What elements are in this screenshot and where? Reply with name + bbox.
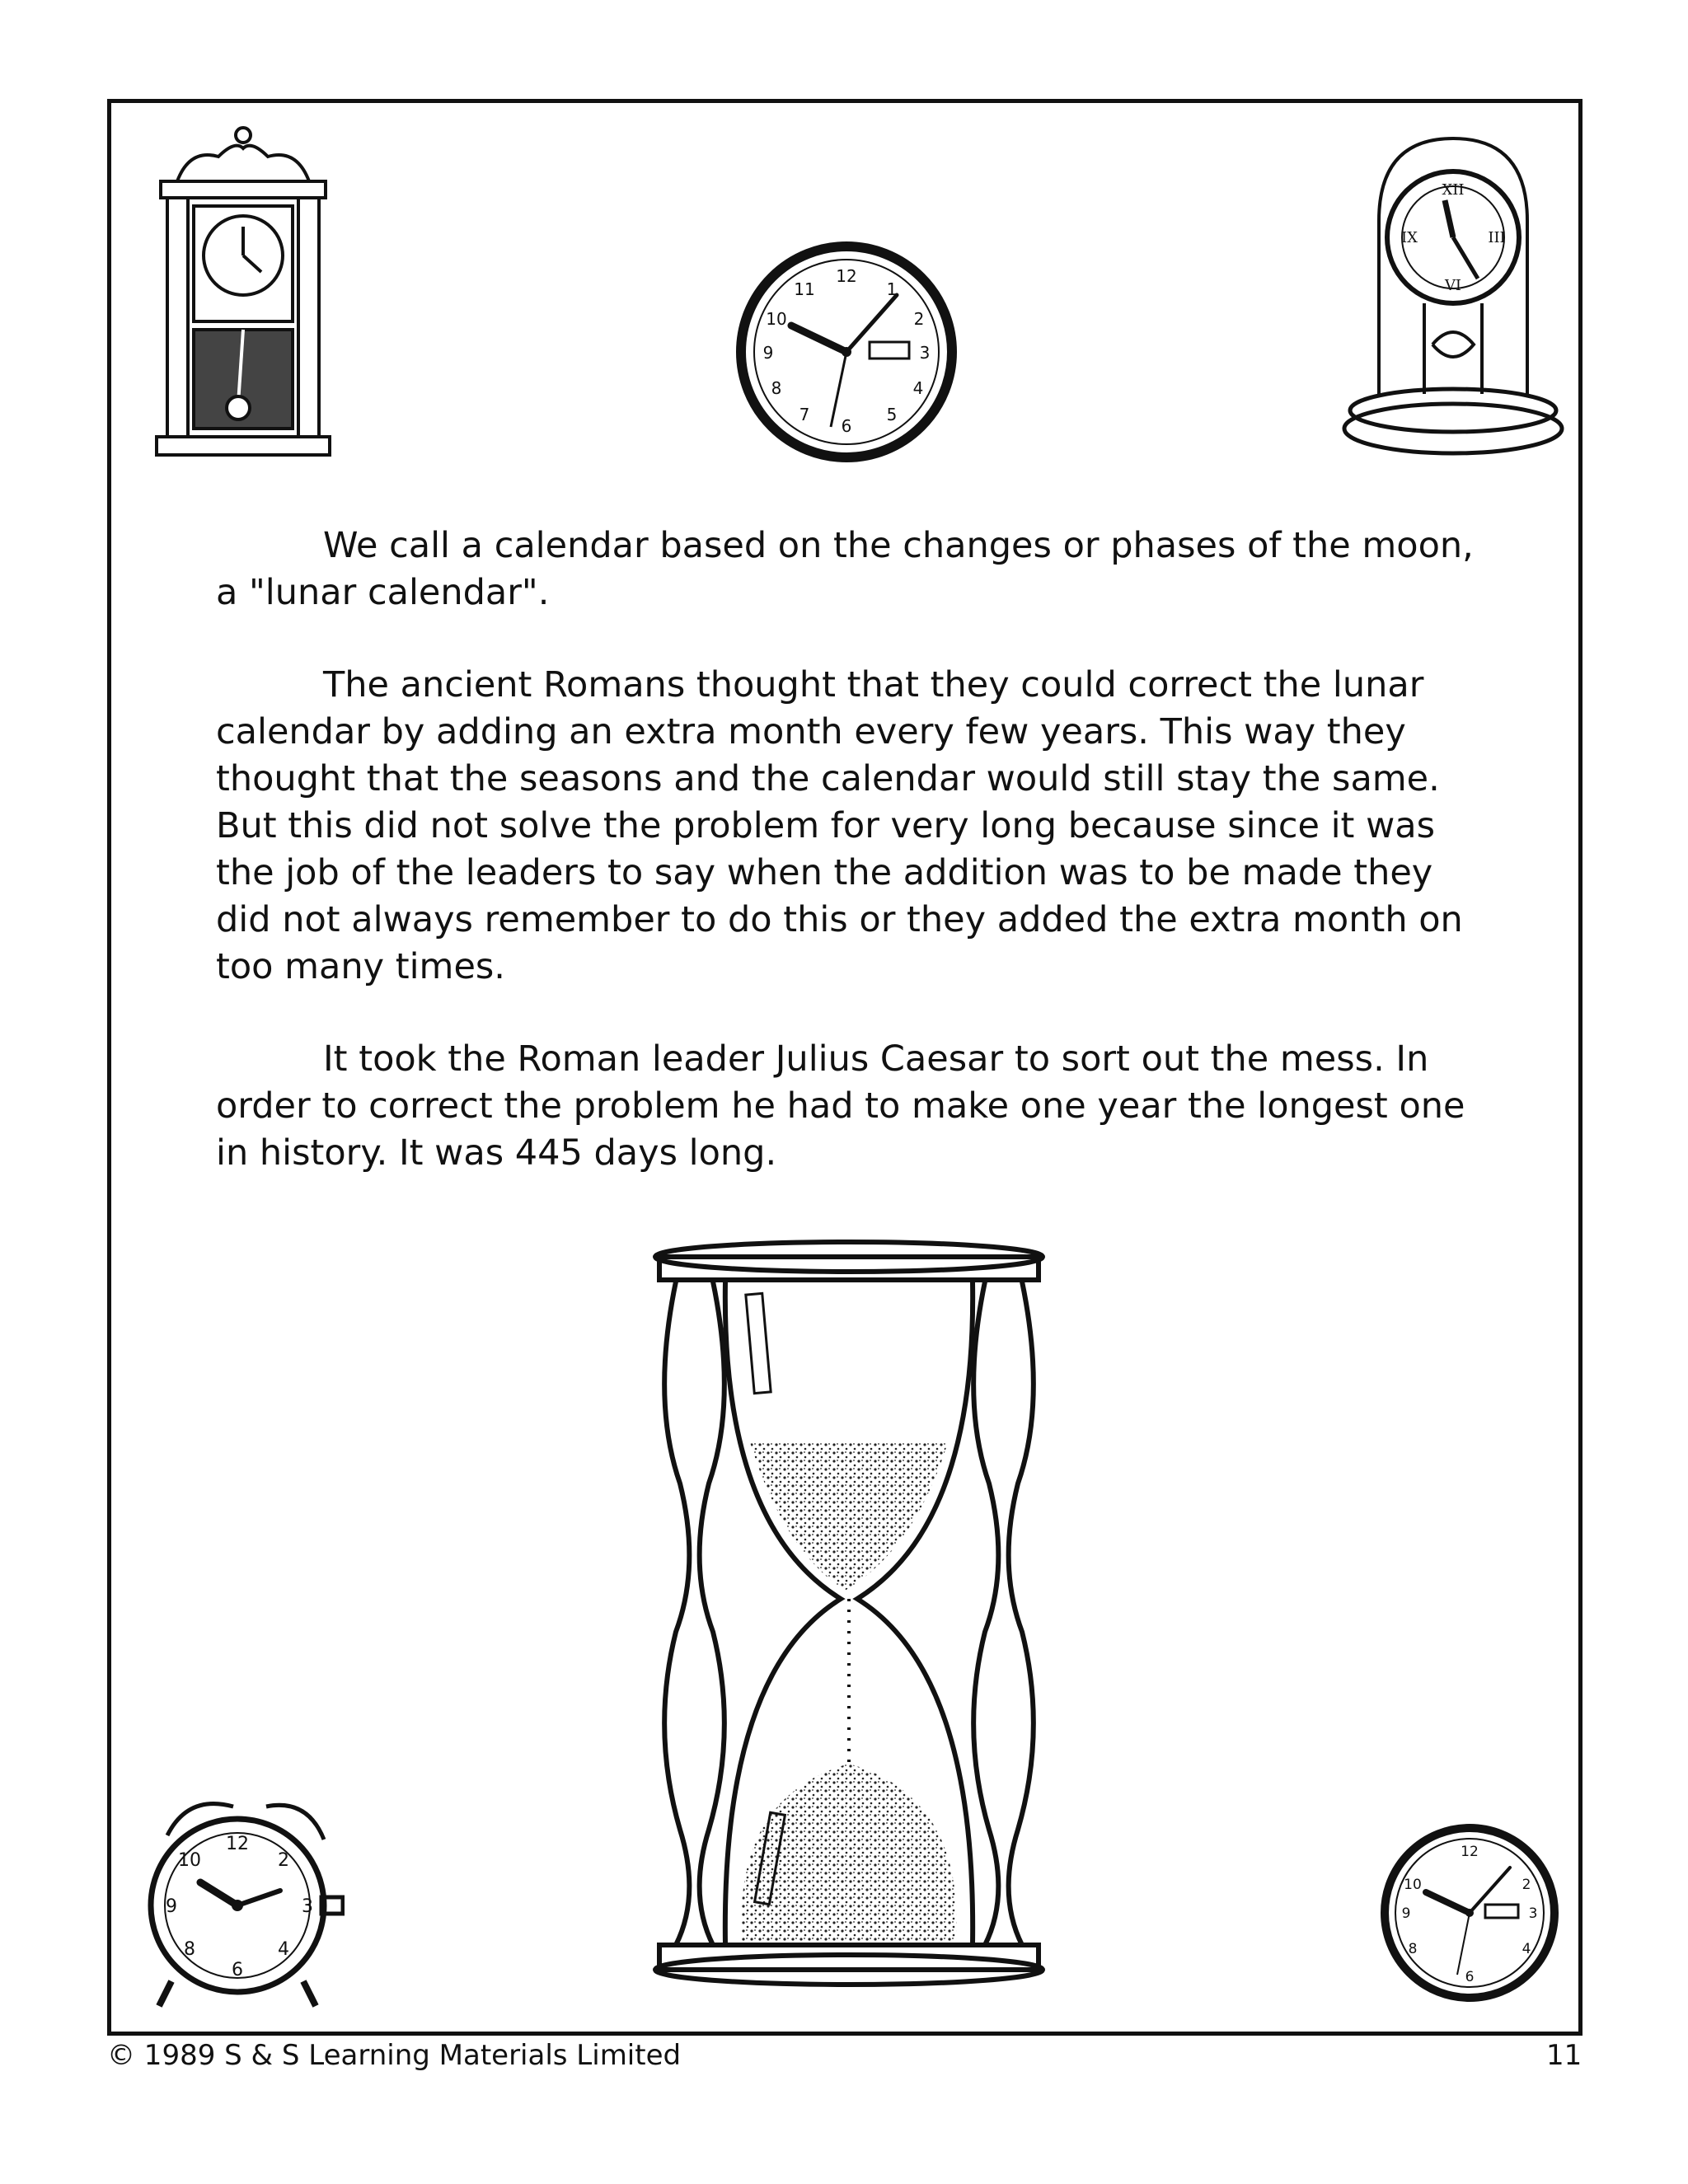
alarm-clock-icon [138, 1790, 345, 2013]
svg-text:4: 4 [278, 1939, 289, 1960]
svg-text:12: 12 [1461, 1844, 1479, 1860]
svg-text:10: 10 [178, 1850, 201, 1871]
svg-text:IX: IX [1401, 229, 1418, 246]
svg-text:4: 4 [1522, 1941, 1531, 1957]
svg-text:8: 8 [771, 378, 782, 398]
svg-text:4: 4 [912, 378, 924, 398]
page-number: 11 [1546, 2039, 1582, 2072]
pendulum-wall-clock-icon [152, 124, 334, 457]
svg-text:2: 2 [1522, 1877, 1531, 1893]
svg-text:2: 2 [913, 309, 925, 329]
paragraph-lunar-calendar: We call a calendar based on the changes or phases of the moon, a "lunar calendar". [216, 525, 1474, 613]
svg-text:9: 9 [762, 343, 774, 363]
svg-text:11: 11 [794, 279, 815, 299]
anniversary-dome-clock-icon [1342, 122, 1564, 468]
svg-text:8: 8 [1408, 1941, 1418, 1957]
svg-text:2: 2 [278, 1850, 289, 1871]
svg-text:XII: XII [1442, 181, 1465, 199]
svg-text:VI: VI [1444, 277, 1462, 294]
svg-text:5: 5 [886, 405, 898, 424]
svg-text:3: 3 [302, 1896, 313, 1917]
copyright-notice: © 1989 S & S Learning Materials Limited [107, 2039, 682, 2072]
body-text [216, 523, 1485, 1222]
svg-text:III: III [1488, 229, 1506, 246]
svg-text:3: 3 [919, 343, 931, 363]
paragraph-julius-caesar: It took the Roman leader Julius Caesar to sort out the mess. In order to correct the problem he had to make one year the longest one in history. It was 445 days long. [216, 1038, 1465, 1174]
svg-text:7: 7 [799, 405, 810, 424]
svg-text:8: 8 [184, 1939, 195, 1960]
wall-clock-icon [734, 239, 960, 466]
svg-text:9: 9 [166, 1896, 177, 1917]
paragraph-romans: The ancient Romans thought that they could correct the lunar calendar by adding an extra month every few years. This way they thought that the seasons and the calendar would still stay the same. But this did not solve the problem for very long because since it was the job of the leaders to say when the addition was to be made they did not always remember to do this or they added the extra month on too many times. [216, 664, 1463, 987]
hourglass-icon [643, 1236, 1055, 1994]
svg-text:6: 6 [841, 416, 852, 436]
svg-text:3: 3 [1528, 1905, 1538, 1922]
svg-text:6: 6 [232, 1960, 243, 1980]
svg-text:12: 12 [836, 266, 857, 286]
svg-text:12: 12 [226, 1834, 249, 1854]
svg-text:9: 9 [1401, 1905, 1411, 1922]
svg-text:1: 1 [886, 279, 898, 299]
svg-text:6: 6 [1465, 1969, 1475, 1985]
svg-text:10: 10 [1404, 1877, 1422, 1893]
svg-text:10: 10 [766, 309, 787, 329]
wall-clock-icon [1378, 1821, 1561, 2004]
